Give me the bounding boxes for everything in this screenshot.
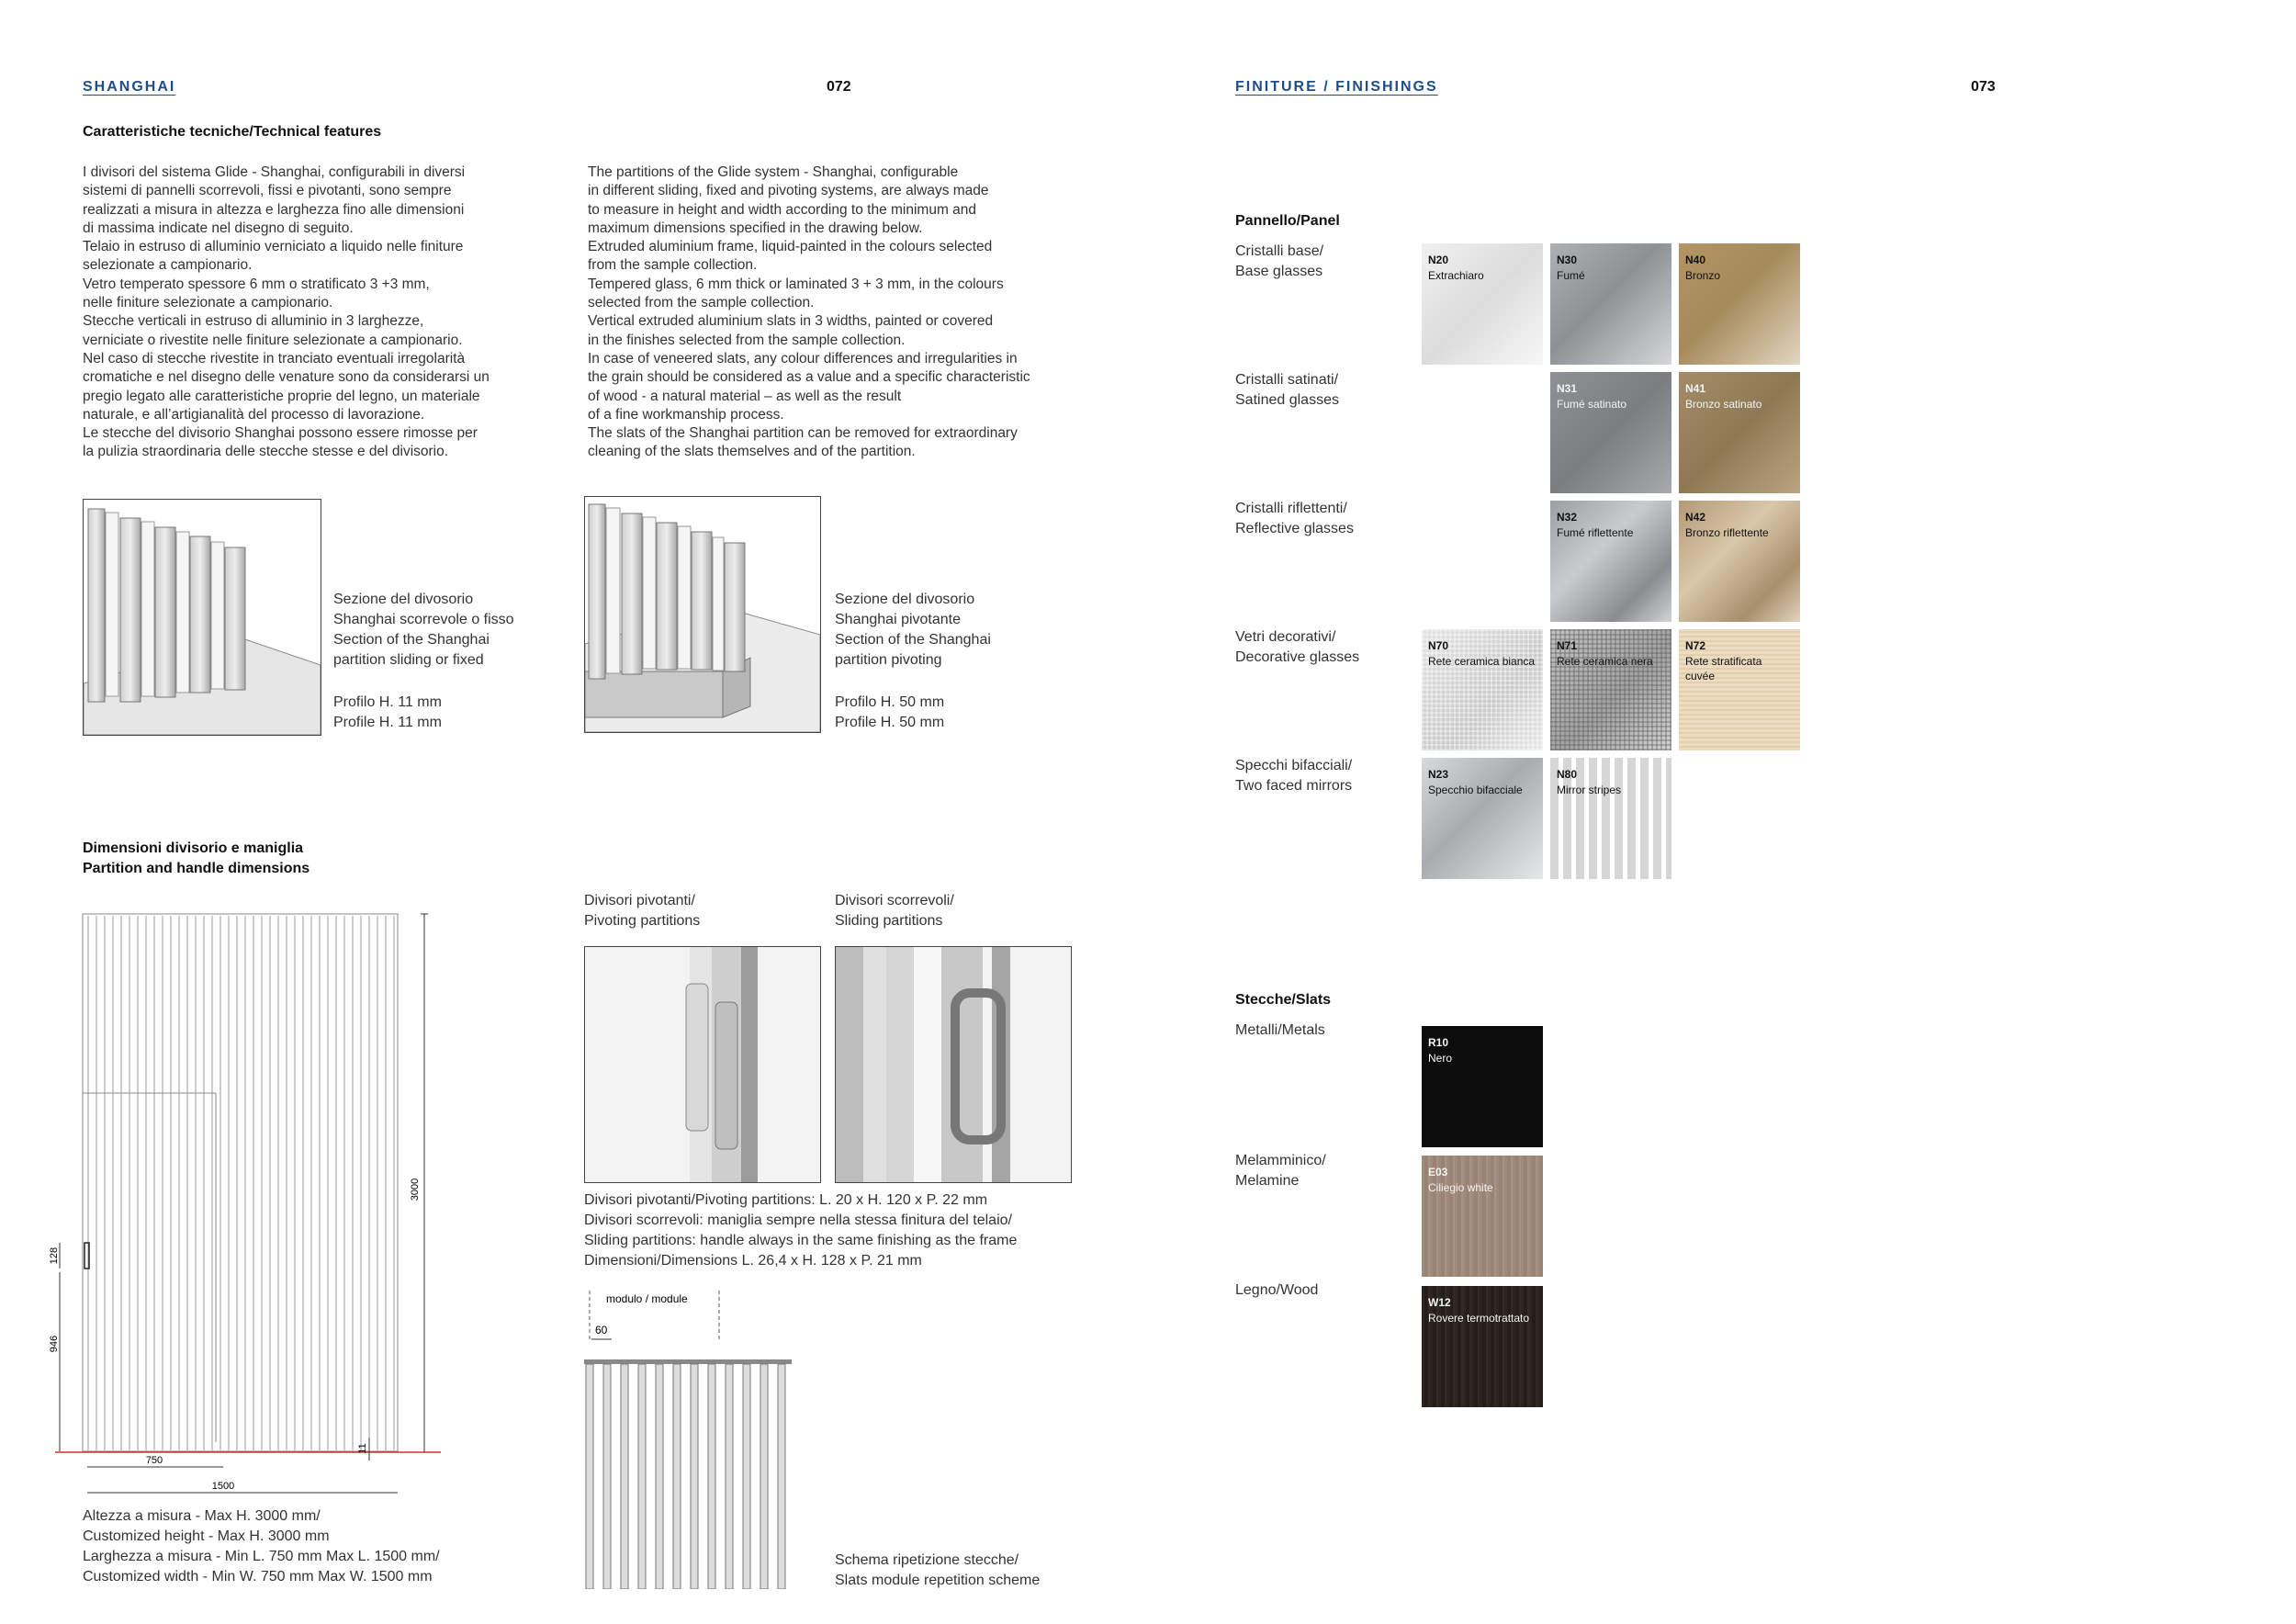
swatch-n41[interactable]: N41 Bronzo satinato <box>1679 372 1800 493</box>
module-slat <box>691 1364 698 1589</box>
section2-profile: Profilo H. 50 mm Profile H. 50 mm <box>835 694 945 730</box>
swatch-n30[interactable]: N30 Fumé <box>1550 243 1671 365</box>
handle-notes: Divisori pivotanti/Pivoting partitions: L. 20 x H. 120 x P. 22 mm Divisori scorrevoli: maniglia sempre nella stessa finitura del telaio/ Sliding partitions: handle always in the same finishing as the frame Dimensioni/Dimensions L. 26,4 x H. 128 x P. 21 mm <box>584 1192 1018 1269</box>
header-link-finishings[interactable]: FINITURE / FINISHINGS <box>1235 79 1438 95</box>
swatch-n40[interactable]: N40 Bronzo <box>1679 243 1800 365</box>
row-label-reflective-glasses: Cristalli riflettenti/ Reflective glasses <box>1235 501 1354 536</box>
dim-handle-position-label: 946 <box>49 1335 60 1353</box>
module-slat <box>656 1364 663 1589</box>
dim-width-max-label: 1500 <box>211 1481 235 1492</box>
module-slat <box>778 1364 785 1589</box>
swatch-n71[interactable]: N71 Rete ceramica nera <box>1550 629 1671 750</box>
dim-height-label: 3000 <box>410 1178 421 1201</box>
header-link-shanghai[interactable]: SHANGHAI <box>83 79 176 95</box>
partition-elevation-drawing <box>46 905 459 1511</box>
slats-pivot-illustration <box>585 497 820 732</box>
panel-title: Pannello/Panel <box>1235 213 1340 229</box>
pivoting-handle-drawing <box>584 946 821 1183</box>
section2-caption: Sezione del divosorio Shanghai pivotante Section of the Shanghai partition pivoting <box>835 592 991 668</box>
module-slat <box>760 1364 768 1589</box>
swatch-n31[interactable]: N31 Fumé satinato <box>1550 372 1671 493</box>
swatch-n23[interactable]: N23 Specchio bifacciale <box>1422 758 1543 879</box>
page-number-left: 072 <box>827 79 851 95</box>
scheme-caption: Schema ripetizione stecche/ Slats module repetition scheme <box>835 1552 1041 1588</box>
row-label-metals: Metalli/Metals <box>1235 1022 1325 1038</box>
swatch-n20[interactable]: N20 Extrachiaro <box>1422 243 1543 365</box>
size-notes: Altezza a misura - Max H. 3000 mm/ Customized height - Max H. 3000 mm Larghezza a misura - Min L. 750 mm Max L. 1500 mm/ Customized width - Min W. 750 mm Max W. 1500 mm <box>83 1508 440 1585</box>
dimensions-title: Dimensioni divisorio e maniglia Partition and handle dimensions <box>83 840 310 876</box>
swatch-n80[interactable]: N80 Mirror stripes <box>1550 758 1671 879</box>
module-slat <box>743 1364 750 1589</box>
module-slat <box>621 1364 628 1589</box>
swatch-n70[interactable]: N70 Rete ceramica bianca <box>1422 629 1543 750</box>
row-label-two-faced-mirrors: Specchi bifacciali/ Two faced mirrors <box>1235 758 1353 794</box>
dim-handle-height-label: 128 <box>49 1246 60 1265</box>
module-slat <box>673 1364 681 1589</box>
section1-caption: Sezione del divosorio Shanghai scorrevole o fisso Section of the Shanghai partition sliding or fixed <box>333 592 514 668</box>
slats-section-illustration <box>84 500 321 735</box>
swatch-w12[interactable]: W12 Rovere termotrattato <box>1422 1286 1543 1407</box>
section-drawing-pivoting <box>584 496 821 733</box>
slats-module-scheme <box>579 1286 827 1589</box>
module-slat <box>603 1364 611 1589</box>
row-label-melamine: Melamminico/ Melamine <box>1235 1153 1326 1189</box>
sliding-label: Divisori scorrevoli/ Sliding partitions <box>835 893 954 929</box>
module-slat <box>638 1364 646 1589</box>
row-label-wood: Legno/Wood <box>1235 1282 1319 1298</box>
module-value: 60 <box>595 1324 608 1336</box>
swatch-r10[interactable]: R10 Nero <box>1422 1026 1543 1147</box>
row-label-base-glasses: Cristalli base/ Base glasses <box>1235 243 1324 279</box>
swatch-e03[interactable]: E03 Ciliegio white <box>1422 1156 1543 1277</box>
tech-features-title: Caratteristiche tecniche/Technical features <box>83 124 382 140</box>
swatch-n42[interactable]: N42 Bronzo riflettente <box>1679 501 1800 622</box>
dim-base-label: 11 <box>357 1443 368 1454</box>
slats-title: Stecche/Slats <box>1235 992 1332 1008</box>
pivoting-label: Divisori pivotanti/ Pivoting partitions <box>584 893 701 929</box>
section-drawing-sliding <box>83 499 321 736</box>
page-number-right: 073 <box>1971 79 1996 95</box>
row-label-decorative-glasses: Vetri decorativi/ Decorative glasses <box>1235 629 1360 665</box>
section1-profile: Profilo H. 11 mm Profile H. 11 mm <box>333 694 442 730</box>
module-slat <box>726 1364 733 1589</box>
italian-description: I divisori del sistema Glide - Shanghai, configurabili in diversi sistemi di pannelli scorrevoli, fissi e pivotanti, sono sempre realizzati a misura in altezza e larghezza fino alle dimensioni di massima indicate nel disegno di seguito. Telaio in estruso di alluminio verniciato a liquido nelle finiture selezionate a campionario. Vetro temperato spessore 6 mm o stratificato 3 +3 mm, nelle finiture selezionate a campionario. Stecche verticali in estruso di alluminio in 3 larghezze, verniciate o rivestite nelle finiture selezionate a campionario. Nel caso di stecche rivestite in tranciato eventuali irregolarità cromatiche e nel disegno delle venature sono da considerarsi un pregio legato alle caratteristiche proprie del legno, un materiale naturale, e all’artigianalità del processo di lavorazione. Le stecche del divisorio Shanghai possono essere rimosse per la pulizia straordinaria delle stecche stesse e del divisorio. <box>83 164 490 460</box>
swatch-n32[interactable]: N32 Fumé riflettente <box>1550 501 1671 622</box>
module-label: modulo / module <box>606 1292 688 1305</box>
module-slat <box>586 1364 593 1589</box>
dim-width-min-label: 750 <box>145 1455 163 1466</box>
module-slat <box>708 1364 715 1589</box>
swatch-n72[interactable]: N72 Rete stratificata cuvée <box>1679 629 1800 750</box>
sliding-handle-drawing <box>835 946 1072 1183</box>
english-description: The partitions of the Glide system - Shanghai, configurable in different sliding, fixed and pivoting systems, are always made to measure in height and width according to the minimum and maximum dimensions specified in the drawing below. Extruded aluminium frame, liquid-painted in the colours selected from the sample collection. Tempered glass, 6 mm thick or laminated 3 + 3 mm, in the colours selected from the sample collection. Vertical extruded aluminium slats in 3 widths, painted or covered in the finishes selected from the sample collection. In case of veneered slats, any colour differences and irregularities in the grain should be considered as a value and a specific characteristic of wood - a natural material – as well as the result of a fine workmanship process. The slats of the Shanghai partition can be removed for extraordinary cleaning of the slats themselves and of the partition. <box>588 164 1030 460</box>
row-label-satined-glasses: Cristalli satinati/ Satined glasses <box>1235 372 1339 408</box>
